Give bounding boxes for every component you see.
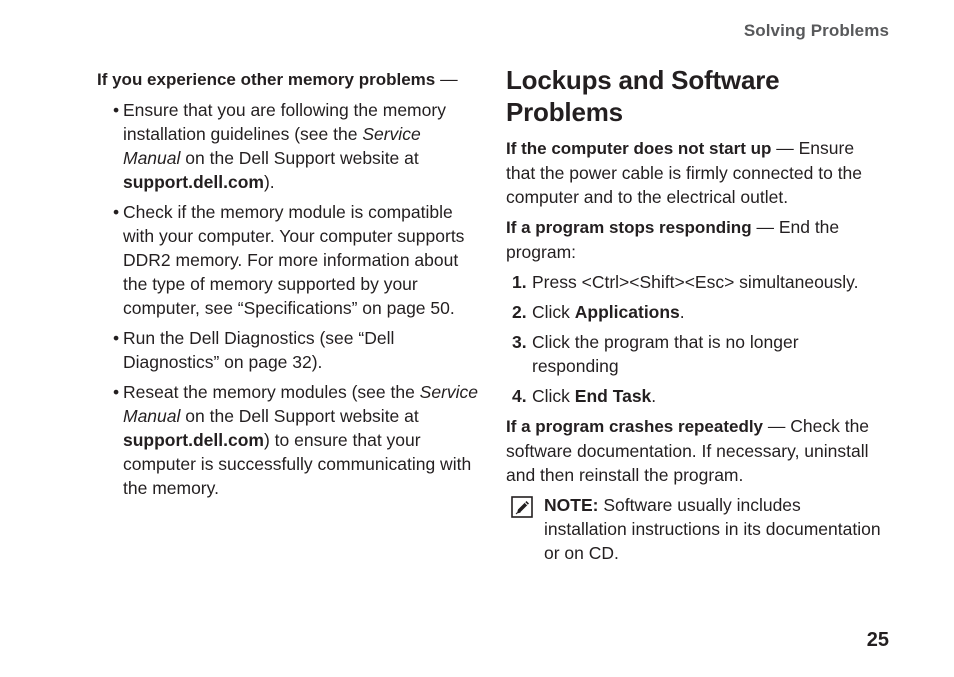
- list-item: [506, 300, 888, 324]
- list-item: [506, 384, 888, 408]
- bullet-text: Check if the memory module is compatible with your computer. Your computer supports DDR2 memory. For more information about the type of memory supported by your computer, see “Specifications” on page 50.: [123, 202, 465, 318]
- service-manual-ref: Service Manual: [123, 382, 479, 426]
- list-item: [506, 270, 888, 294]
- bullet-text: Run the Dell Diagnostics (see “Dell Diagnostics” on page 32).: [123, 328, 395, 372]
- step-text: .: [651, 386, 657, 406]
- paragraph-lead: If the computer does not start up: [506, 139, 772, 158]
- step-text: Click: [532, 386, 575, 406]
- end-program-steps: [506, 270, 888, 408]
- bullet-text: on the Dell Support website at: [180, 406, 419, 426]
- page-number: 25: [866, 629, 889, 651]
- paragraph-lead: If a program stops responding: [506, 218, 752, 237]
- lead-dash: —: [435, 69, 458, 89]
- list-item: [97, 380, 479, 500]
- note-label: NOTE:: [544, 495, 599, 515]
- step-text: Click the program that is no longer responding: [532, 332, 799, 376]
- left-column: [97, 67, 479, 500]
- list-item: [97, 98, 479, 194]
- paragraph-text: — Check the software documentation. If necessary, uninstall and then reinstall the program.: [506, 416, 870, 485]
- step-text: Click: [532, 302, 575, 322]
- step-text: .: [679, 302, 685, 322]
- bullet-text: ).: [263, 172, 275, 192]
- list-item: [97, 200, 479, 320]
- bullet-text: on the Dell Support website at: [180, 148, 419, 168]
- bullet-icon: •: [113, 328, 120, 348]
- end-task-ref: End Task: [574, 386, 652, 406]
- paragraph-text: — Ensure that the power cable is firmly connected to the computer and to the electrical outlet.: [506, 138, 863, 207]
- note-pencil-icon: [511, 496, 533, 518]
- step-number: 4.: [512, 386, 527, 406]
- list-item: [97, 326, 479, 374]
- lead-heading: If you experience other memory problems: [97, 70, 436, 89]
- support-link[interactable]: support.dell.com: [123, 430, 264, 450]
- memory-bullet-list: [97, 98, 479, 500]
- list-item: [506, 330, 888, 378]
- paragraph-text: — End the program:: [506, 217, 840, 262]
- bullet-icon: •: [113, 100, 120, 120]
- bullet-icon: •: [113, 202, 120, 222]
- applications-tab-ref: Applications: [574, 302, 680, 322]
- section-heading: Lockups and Software Problems: [506, 65, 780, 127]
- step-number: 1.: [512, 272, 527, 292]
- step-number: 2.: [512, 302, 527, 322]
- support-link[interactable]: support.dell.com: [123, 172, 264, 192]
- bullet-text: ) to ensure that your computer is successfully communicating with the memory.: [123, 430, 472, 498]
- note-text: Software usually includes installation instructions in its documentation or on CD.: [544, 495, 881, 563]
- bullet-text: Ensure that you are following the memory installation guidelines (see the: [123, 100, 446, 144]
- step-text: Press <Ctrl><Shift><Esc> simultaneously.: [532, 272, 859, 292]
- does-not-start-paragraph: [506, 136, 888, 209]
- step-number: 3.: [512, 332, 527, 352]
- running-head: Solving Problems: [743, 21, 889, 40]
- bullet-text: Reseat the memory modules (see the: [123, 382, 420, 402]
- crashes-repeatedly-paragraph: [506, 414, 888, 487]
- bullet-icon: •: [113, 382, 120, 402]
- stops-responding-paragraph: [506, 215, 888, 264]
- memory-problems-lead: [97, 67, 479, 92]
- service-manual-ref: Service Manual: [123, 124, 421, 168]
- note-box: [506, 493, 888, 565]
- paragraph-lead: If a program crashes repeatedly: [506, 417, 764, 436]
- right-column: [506, 64, 888, 565]
